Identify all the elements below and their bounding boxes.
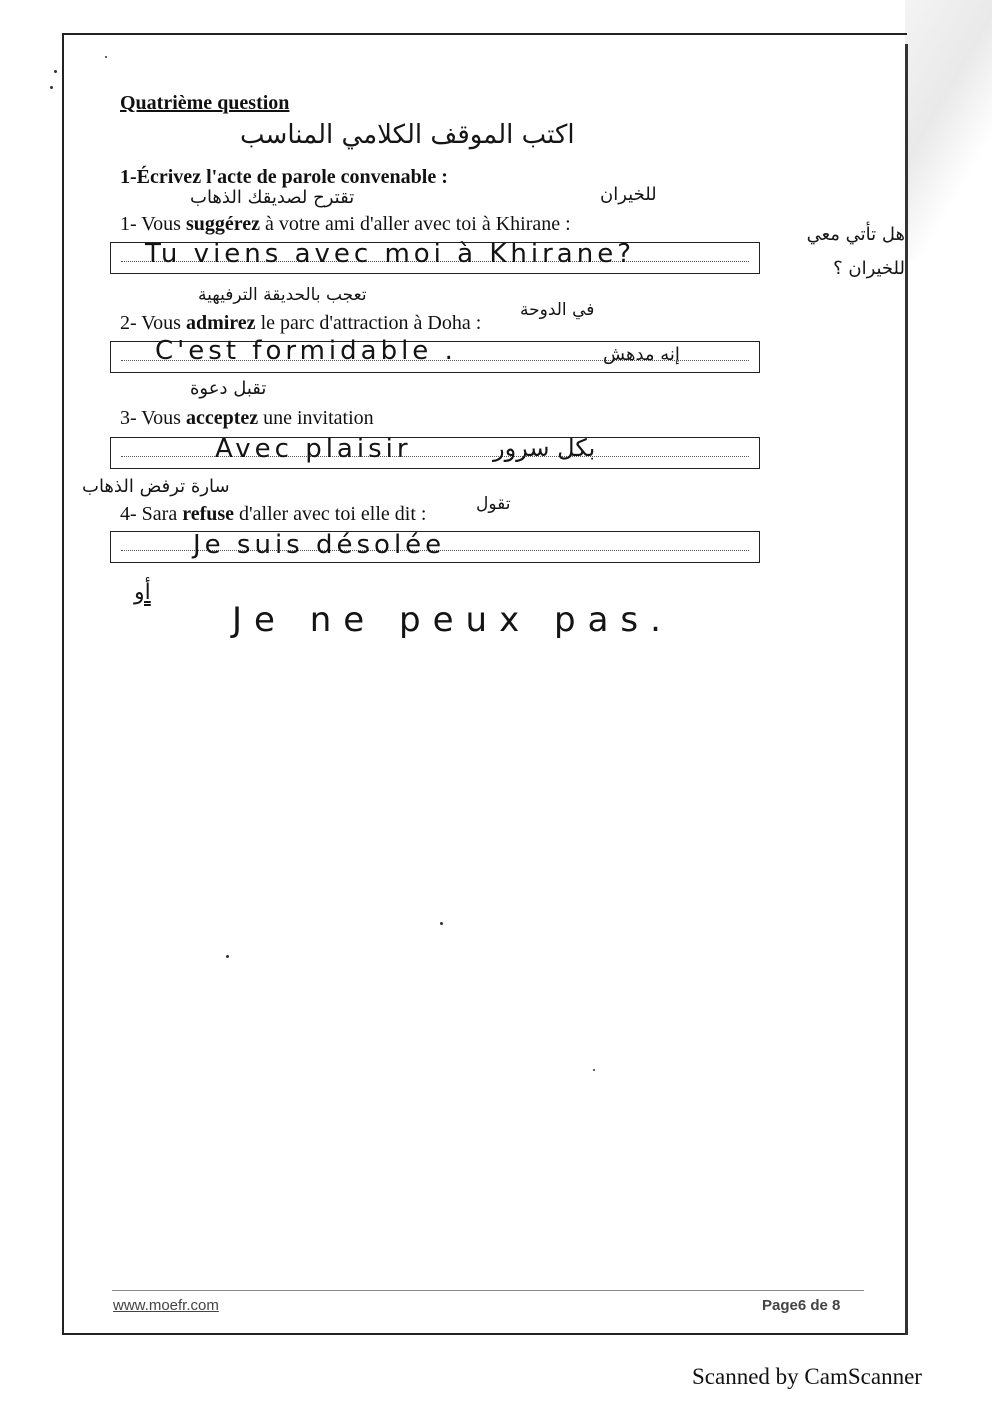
answer-2-handwriting: C'est formidable . (155, 336, 457, 366)
question-4-prefix: 4- Sara (120, 503, 183, 525)
question-1-verb: suggérez (185, 213, 261, 235)
question-2 (120, 312, 481, 335)
footer-website-link[interactable]: www.moefr.com (113, 1297, 219, 1314)
scan-speck (105, 56, 107, 58)
question-3 (120, 407, 374, 430)
section-title: Quatrième question (120, 92, 290, 114)
answer-2-arabic: إنه مدهش (603, 344, 680, 365)
answer-3-arabic: بكل سرور (493, 434, 596, 462)
item2-arabic-translation: تعجب بالحديقة الترفيهية (198, 285, 367, 305)
scanner-watermark: Scanned by CamScanner (692, 1364, 922, 1389)
item1-arabic-translation: تقترح لصديقك الذهاب (190, 187, 355, 208)
question-2-suffix: le parc d'attraction à Doha : (255, 312, 482, 334)
question-1 (120, 213, 571, 236)
question-4 (120, 503, 426, 526)
arabic-heading: اكتب الموقف الكلامي المناسب (240, 120, 575, 150)
item2-arabic-note: في الدوحة (520, 300, 595, 320)
answer-box-2[interactable] (110, 336, 760, 373)
answer-4-handwriting: Je suis désolée (193, 530, 446, 560)
answer-box-3[interactable] (110, 434, 760, 469)
answer-box-4[interactable] (110, 531, 760, 563)
page-fold-shadow (905, 0, 992, 260)
question-3-suffix: une invitation (258, 407, 374, 429)
alternative-marker: أو (134, 580, 151, 605)
question-3-verb: acceptez (185, 407, 259, 429)
page-border-right (905, 44, 908, 1335)
scan-speck (593, 1069, 595, 1071)
item4-arabic-note: تقول (476, 494, 511, 514)
question-1-suffix: à votre ami d'aller avec toi à Khirane : (260, 213, 571, 235)
question-2-prefix: 2- Vous (120, 312, 186, 334)
question-1-prefix: 1- Vous (120, 213, 186, 235)
scan-speck (440, 922, 443, 925)
item3-arabic-translation: تقبل دعوة (190, 378, 267, 399)
item4-arabic-translation: سارة ترفض الذهاب (82, 476, 230, 497)
answer-1-handwriting: Tu viens avec moi à Khirane? (145, 239, 636, 269)
instruction: 1-Écrivez l'acte de parole convenable : (120, 166, 448, 188)
question-4-suffix: d'aller avec toi elle dit : (234, 503, 427, 525)
scan-speck (50, 86, 53, 89)
footer-page-number: Page6 de 8 (762, 1297, 841, 1314)
item1-arabic-note: للخيران (600, 184, 657, 205)
alternative-answer-handwriting: Je ne peux pas. (232, 600, 673, 640)
footer-divider (112, 1290, 864, 1291)
scan-speck (54, 70, 57, 73)
question-4-verb: refuse (182, 503, 235, 525)
scan-speck (226, 955, 229, 958)
question-3-prefix: 3- Vous (120, 407, 186, 429)
answer-box-1[interactable] (110, 239, 760, 274)
item1-arabic-side-translation: هل تأتي معي للخيران ؟ (806, 224, 905, 279)
question-2-verb: admirez (185, 312, 256, 334)
answer-3-handwriting: Avec plaisir (215, 434, 412, 464)
